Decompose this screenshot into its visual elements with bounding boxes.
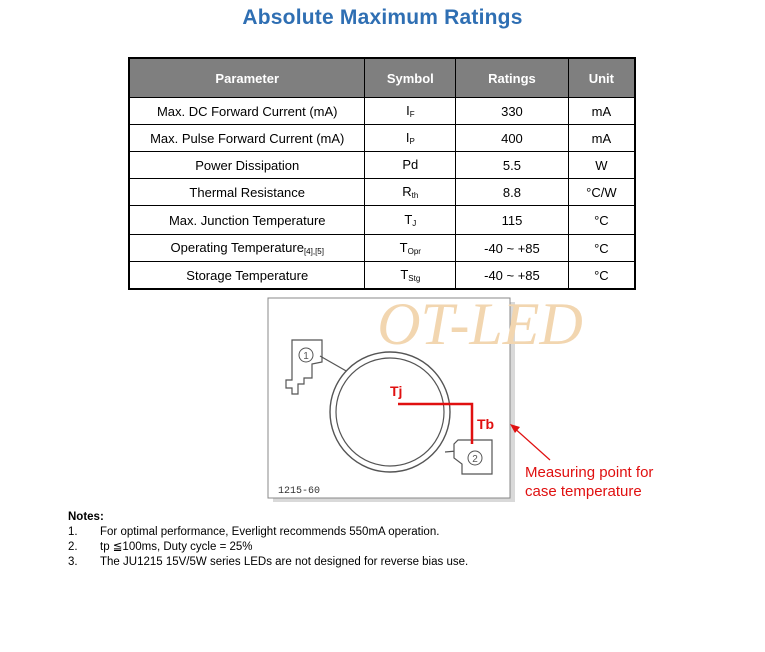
symbol-main: T: [404, 212, 413, 227]
emitter-inner-ring: [336, 358, 444, 466]
callout-line-1: Measuring point for: [525, 464, 654, 481]
cell-rating: 115: [456, 206, 569, 235]
note-item: [68, 540, 468, 555]
cell-unit: °C/W: [568, 179, 635, 206]
header-parameter: Parameter: [129, 58, 365, 98]
symbol-main: T: [400, 267, 409, 282]
symbol-main: T: [399, 240, 408, 255]
symbol-sub: J: [412, 219, 417, 228]
tb-label: Tb: [477, 416, 495, 432]
cell-symbol: [365, 235, 456, 262]
table-header-row: [129, 58, 635, 98]
cell-symbol: [365, 98, 456, 125]
cell-symbol: [365, 179, 456, 206]
cell-symbol: [365, 125, 456, 152]
table-row: [129, 206, 635, 235]
symbol-main: R: [402, 184, 412, 199]
cell-rating: -40 ~ +85: [456, 235, 569, 262]
symbol-sub: P: [409, 137, 415, 146]
symbol-sub: F: [409, 110, 415, 119]
header-ratings: Ratings: [456, 58, 569, 98]
note-item: [68, 525, 468, 540]
callout-arrow-line: [512, 426, 550, 460]
table-row: [129, 179, 635, 206]
cell-unit: °C: [568, 235, 635, 262]
note-text: tp ≦100ms, Duty cycle = 25%: [100, 541, 253, 553]
symbol-main: I: [405, 130, 410, 145]
cell-rating: 5.5: [456, 152, 569, 179]
cell-parameter: Max. Pulse Forward Current (mA): [129, 125, 365, 152]
table-row: [129, 98, 635, 125]
pad-1-label: 1: [303, 351, 309, 362]
cell-parameter: Thermal Resistance: [129, 179, 365, 206]
note-text: For optimal performance, Everlight recommends 550mA operation.: [100, 526, 440, 538]
table-row: [129, 262, 635, 290]
ratings-table: [128, 57, 636, 290]
cell-rating: 400: [456, 125, 569, 152]
note-item: [68, 555, 468, 570]
page-title: Absolute Maximum Ratings: [242, 6, 523, 29]
header-unit: Unit: [568, 58, 635, 98]
table-row: [129, 125, 635, 152]
cell-parameter: Max. DC Forward Current (mA): [129, 98, 365, 125]
cell-unit: °C: [568, 206, 635, 235]
led-package-figure: [230, 292, 670, 510]
cell-rating: 8.8: [456, 179, 569, 206]
note-number: 1.: [68, 526, 78, 538]
cell-rating: 330: [456, 98, 569, 125]
cell-parameter: Storage Temperature: [129, 262, 365, 290]
note-number: 3.: [68, 556, 78, 568]
note-text: The JU1215 15V/5W series LEDs are not designed for reverse bias use.: [100, 556, 469, 568]
symbol-sub: th: [411, 191, 419, 200]
table-row: [129, 235, 635, 262]
parameter-text: Operating Temperature: [170, 240, 304, 255]
symbol-main: I: [406, 103, 410, 118]
table-row: [129, 152, 635, 179]
cell-rating: -40 ~ +85: [456, 262, 569, 290]
part-label: 1215-60: [278, 486, 321, 497]
notes-title: Notes:: [68, 511, 104, 523]
watermark-text: OT-LED: [377, 292, 583, 357]
symbol-sub: Opr: [407, 247, 421, 256]
symbol-main: Pd: [402, 157, 419, 172]
note-number: 2.: [68, 541, 78, 553]
cell-symbol: [365, 206, 456, 235]
cell-symbol: [365, 262, 456, 290]
cell-unit: °C: [568, 262, 635, 290]
callout-line-2: case temperature: [525, 483, 642, 500]
tj-label: Tj: [390, 383, 403, 399]
pad-2-label: 2: [472, 454, 478, 465]
cell-unit: mA: [568, 98, 635, 125]
header-symbol: Symbol: [365, 58, 456, 98]
notes-section: [68, 510, 468, 570]
cell-symbol: [365, 152, 456, 179]
cell-parameter: [129, 235, 365, 262]
cell-parameter: Power Dissipation: [129, 152, 365, 179]
cell-parameter: Max. Junction Temperature: [129, 206, 365, 235]
cell-unit: mA: [568, 125, 635, 152]
parameter-footnote: [4],[5]: [303, 247, 324, 256]
symbol-sub: Stg: [408, 274, 421, 283]
cell-unit: W: [568, 152, 635, 179]
